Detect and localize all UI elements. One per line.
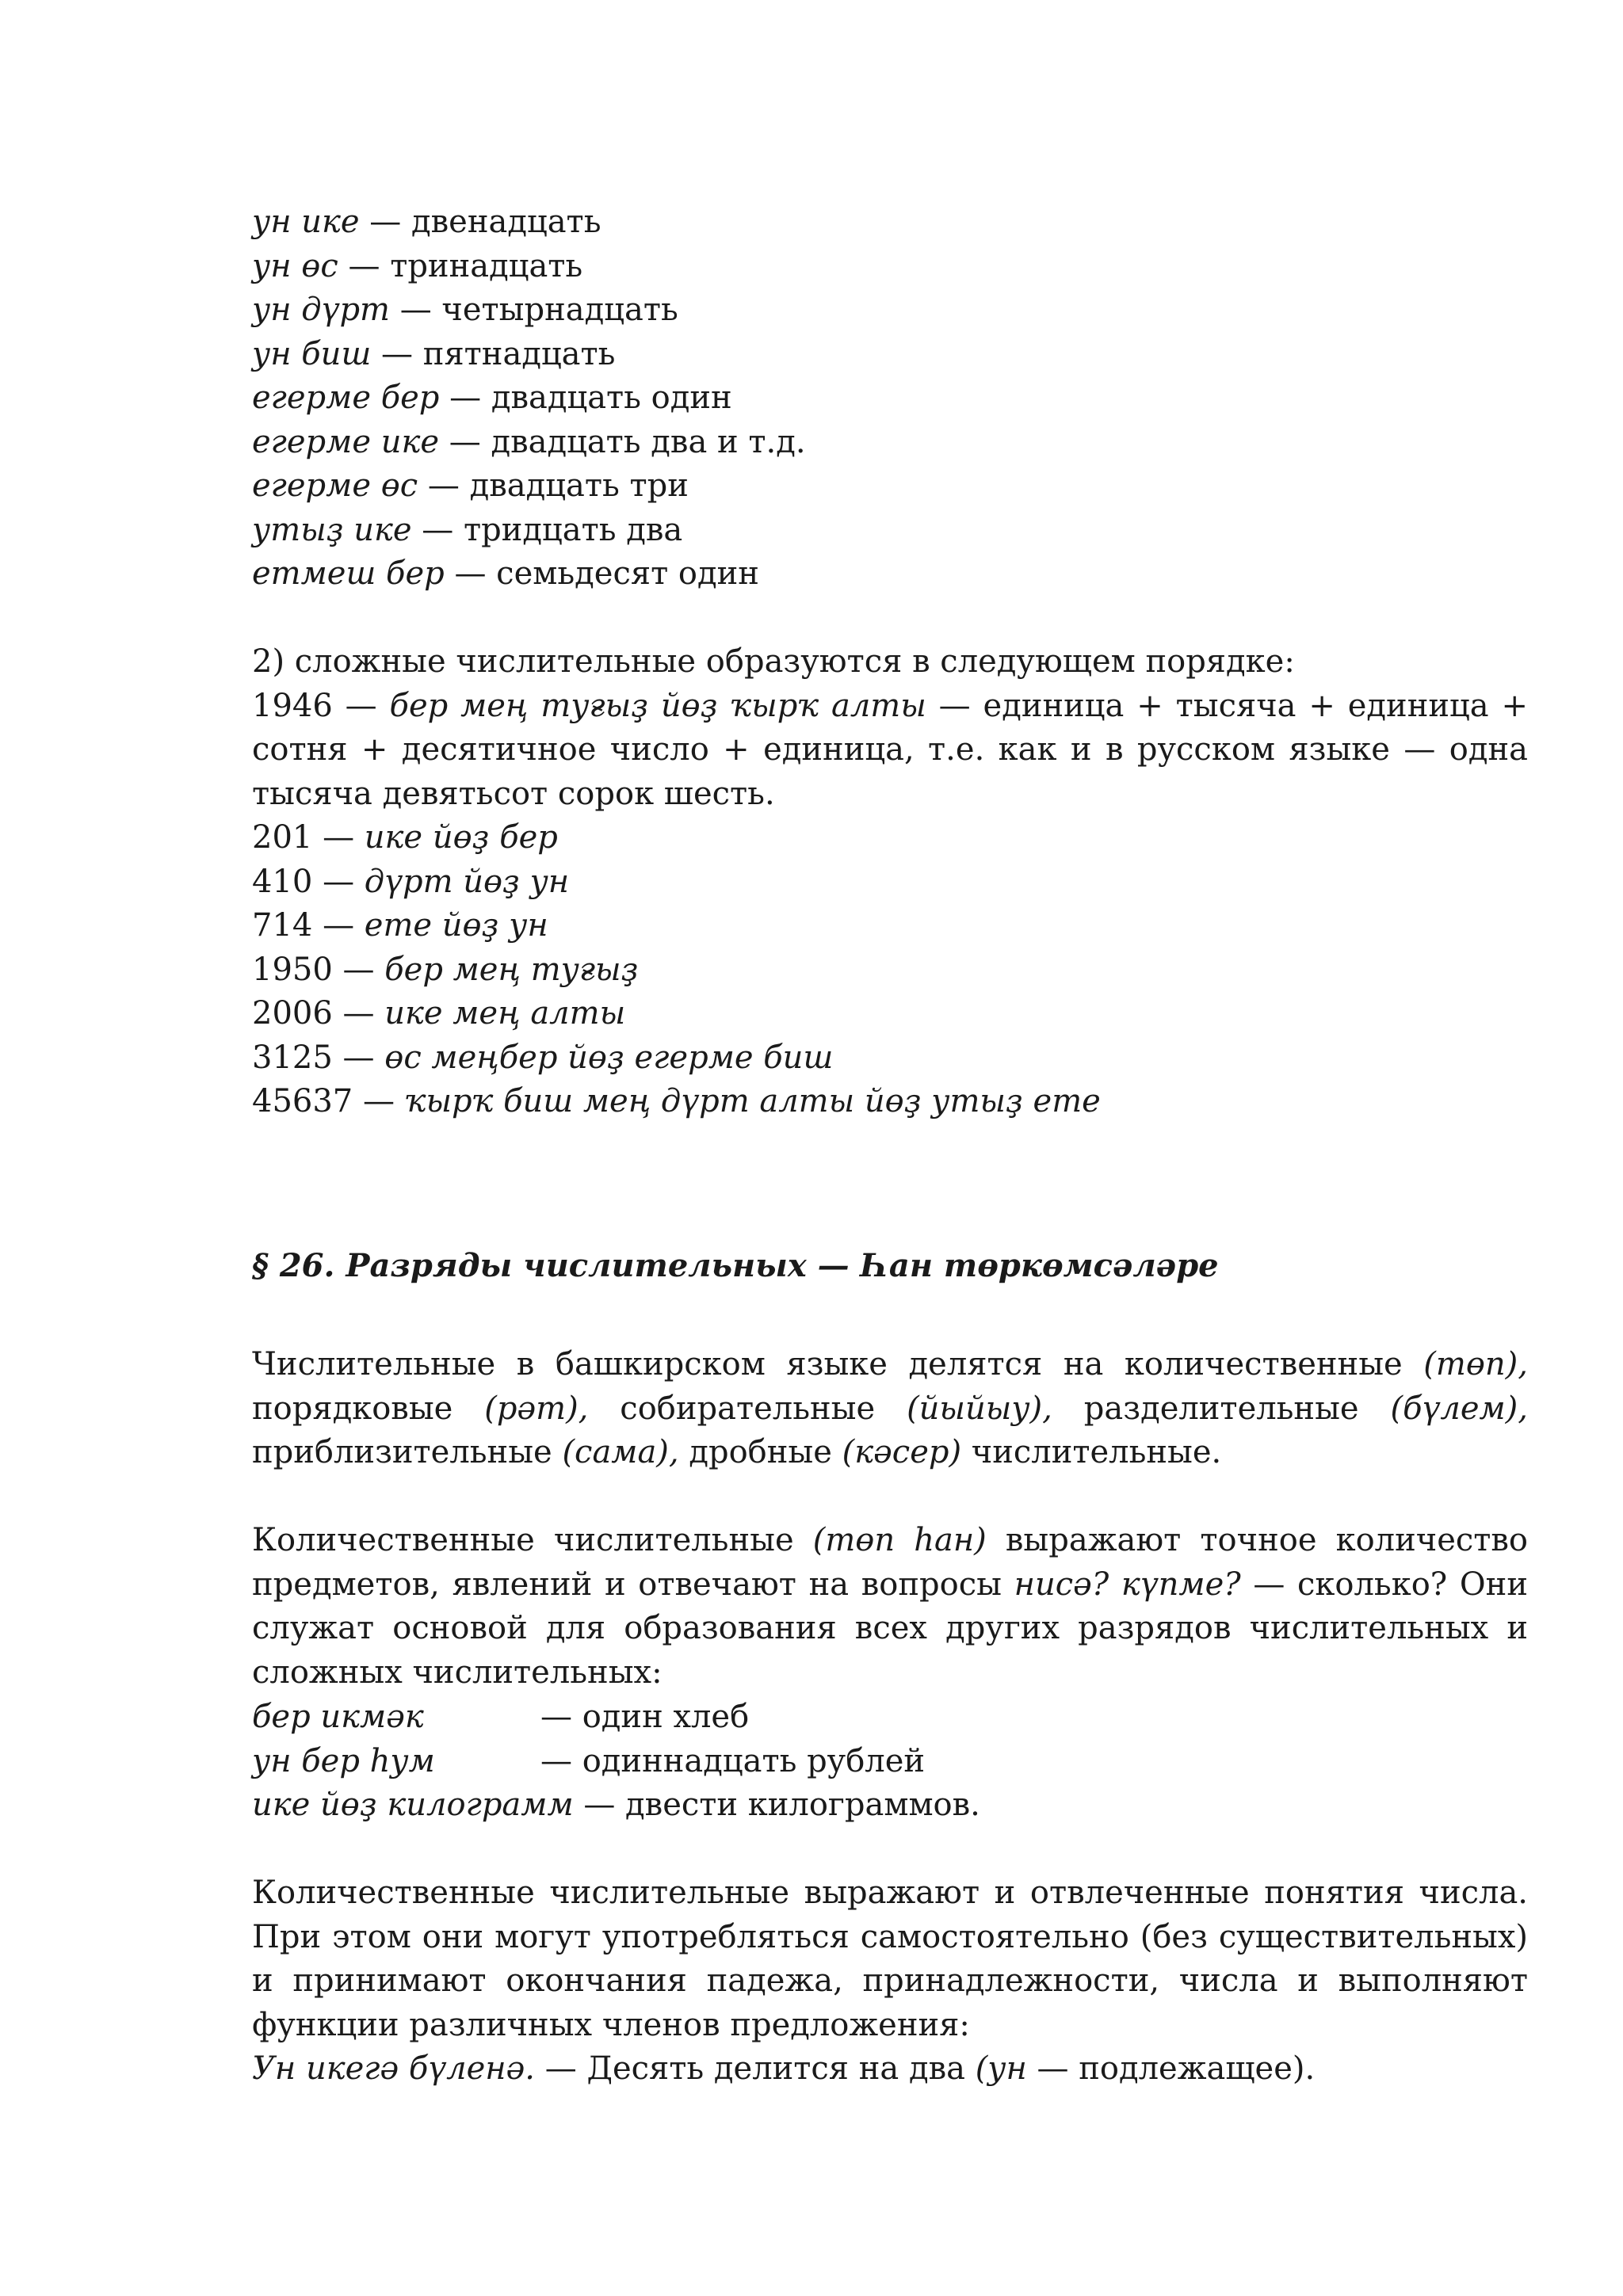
number: 2006 — <box>252 995 385 1032</box>
example-sentence <box>252 2047 1528 2092</box>
separator: — <box>389 292 442 328</box>
separator: — <box>439 379 491 416</box>
list-item <box>252 1695 1528 1740</box>
text: разделительные <box>1052 1390 1391 1427</box>
term: (рәт), <box>484 1390 589 1427</box>
compound-example <box>252 685 1528 817</box>
bashkir-term: егерме бер <box>252 379 440 416</box>
paragraph-abstract <box>252 1871 1528 2092</box>
bashkir-term: ун бер һум <box>252 1742 435 1779</box>
bashkir-term: ун биш <box>252 335 372 372</box>
list-item <box>252 948 1528 993</box>
russian-meaning: двенадцать <box>411 204 601 240</box>
list-item <box>252 860 1528 905</box>
paragraph-categories <box>252 1343 1528 1475</box>
section-heading: § 26. Разряды числительных — Һан төркөмсәләре <box>252 1247 1219 1284</box>
text: дробные <box>678 1434 842 1470</box>
russian-meaning: семьдесят один <box>496 555 759 592</box>
bashkir-term: ун дүрт <box>252 292 390 328</box>
term: Ун икегә бүленә. <box>252 2050 536 2087</box>
number: 410 — <box>252 863 365 900</box>
text: Числительные в башкирском языке делятся на количественные <box>252 1346 1424 1383</box>
list-item <box>252 333 1528 377</box>
example-explanation: — единица + тысяча + единица + сотня + десятичное число + единица, т.е. как и в русском языке — одна тысяча девятьсот сорок шесть. <box>252 687 1528 812</box>
separator: — <box>418 467 470 504</box>
paragraph-text: Количественные числительные выражают и отвлеченные понятия числа. При этом они могут употребляться самостоятельно (без существительных) и принимают окончания падежа, принадлежности, числа и выполняют функции различных членов предложения: <box>252 1875 1528 2043</box>
russian-meaning: — двести килограммов. <box>573 1787 980 1823</box>
example-number: 1946 — <box>252 687 390 724</box>
russian-meaning: тридцать два <box>464 511 683 548</box>
list-item <box>252 1783 1528 1828</box>
list-item <box>252 421 1528 465</box>
list-item <box>252 376 1528 421</box>
compound-intro: 2) сложные числительные образуются в следующем порядке: <box>252 643 1295 680</box>
russian-meaning: — одиннадцать рублей <box>540 1742 926 1779</box>
russian-meaning: двадцать два и т.д. <box>491 423 806 460</box>
bashkir-term: ун ике <box>252 204 360 240</box>
separator: — <box>444 555 497 592</box>
russian-meaning: тринадцать <box>390 247 583 284</box>
bashkir-term: ун өс <box>252 247 338 284</box>
number: 1950 — <box>252 951 385 988</box>
bashkir-term: етмеш бер <box>252 555 445 592</box>
text: — подлежащее). <box>1026 2050 1316 2087</box>
term: нисә? күпме? <box>1014 1566 1241 1603</box>
russian-meaning: двадцать один <box>491 379 732 416</box>
russian-meaning: четырнадцать <box>441 292 678 328</box>
separator: — <box>439 423 491 460</box>
bashkir-term: егерме өс <box>252 467 418 504</box>
list-item <box>252 992 1528 1036</box>
list-item <box>252 509 1528 553</box>
term: (йыйыу), <box>907 1390 1052 1427</box>
term: (ун <box>975 2050 1027 2087</box>
paragraph-cardinal <box>252 1519 1528 1695</box>
text: порядковые <box>252 1390 485 1427</box>
number: 714 — <box>252 907 365 944</box>
list-item <box>252 1036 1528 1081</box>
bashkir-term: ете йөҙ ун <box>364 907 548 944</box>
number: 45637 — <box>252 1083 405 1119</box>
russian-meaning: двадцать три <box>469 467 689 504</box>
list-item <box>252 816 1528 860</box>
bashkir-term: егерме ике <box>252 423 440 460</box>
numbers-list <box>252 200 1528 597</box>
bashkir-term: ике мең алты <box>384 995 626 1032</box>
list-item <box>252 1740 1528 1784</box>
list-item <box>252 904 1528 948</box>
bashkir-term: ике йөҙ килограмм <box>252 1787 574 1823</box>
examples-list <box>252 1695 1528 1828</box>
list-item <box>252 464 1528 509</box>
text: — сколько? Они служат основой для образования всех других разрядов числительных и сложных числительных: <box>252 1566 1528 1691</box>
list-item <box>252 200 1528 245</box>
compound-numerals <box>252 640 1528 1124</box>
list-item <box>252 245 1528 289</box>
list-item <box>252 1080 1528 1124</box>
bashkir-term: утыҙ ике <box>252 511 412 548</box>
list-item <box>252 552 1528 597</box>
term: (төп), <box>1423 1346 1528 1383</box>
term: (кәсер) <box>842 1434 962 1470</box>
text: числительные. <box>961 1434 1222 1470</box>
russian-meaning: — один хлеб <box>540 1699 750 1735</box>
example-term: бер мең туғыҙ йөҙ ҡырҡ алты <box>389 687 926 724</box>
bashkir-term: өс меңбер йөҙ егерме биш <box>384 1039 834 1076</box>
separator: — <box>338 247 391 284</box>
bashkir-term: ҡырҡ биш мең дүрт алты йөҙ утыҙ ете <box>404 1083 1101 1119</box>
text: — Десять делится на два <box>535 2050 976 2087</box>
separator: — <box>371 335 423 372</box>
term: (төп һан) <box>812 1522 987 1558</box>
bashkir-term: ике йөҙ бер <box>364 819 558 856</box>
text: собирательные <box>588 1390 907 1427</box>
russian-meaning: пятнадцать <box>422 335 616 372</box>
term: (сама), <box>562 1434 679 1470</box>
separator: — <box>411 511 464 548</box>
separator: — <box>359 204 412 240</box>
text: приблизительные <box>252 1434 563 1470</box>
bashkir-term: бер мең туғыҙ <box>384 951 639 988</box>
term: (бүлем), <box>1390 1390 1528 1427</box>
bashkir-term: дүрт йөҙ ун <box>364 863 570 900</box>
text: выражают точное количество предметов, явлений и отвечают на вопросы <box>252 1522 1528 1603</box>
list-item <box>252 288 1528 333</box>
number: 201 — <box>252 819 365 856</box>
bashkir-term: бер икмәк <box>252 1699 424 1735</box>
text: Количественные числительные <box>252 1522 813 1558</box>
number: 3125 — <box>252 1039 385 1076</box>
